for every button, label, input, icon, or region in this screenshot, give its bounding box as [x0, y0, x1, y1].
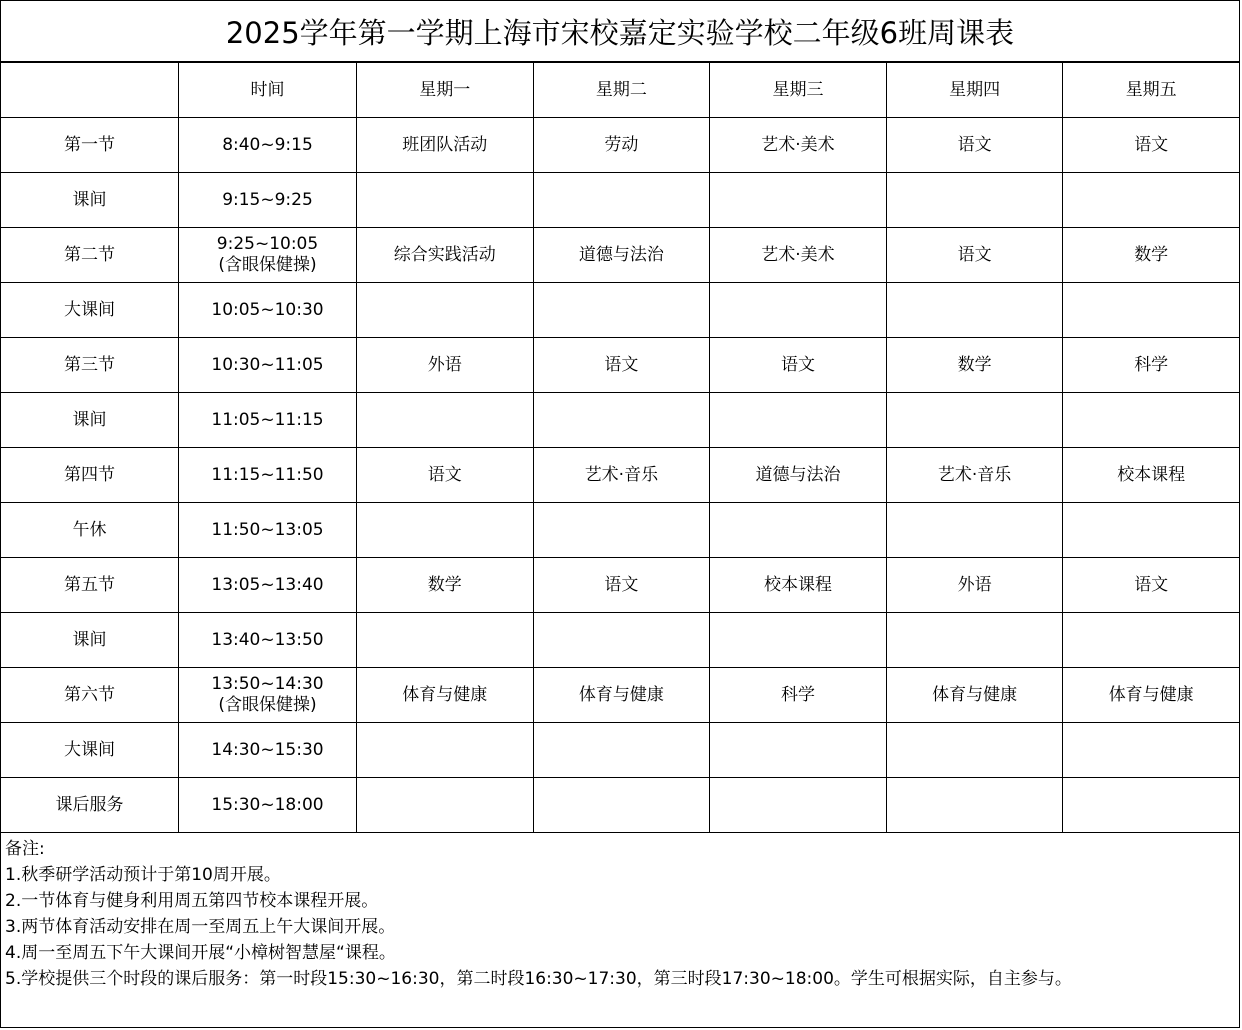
subject-cell: [357, 723, 534, 778]
period-cell: 课间: [1, 393, 179, 448]
subject-cell: [533, 723, 710, 778]
time-range: 11:50~13:05: [211, 519, 324, 540]
subject-cell: 综合实践活动: [357, 228, 534, 283]
time-range: 11:05~11:15: [211, 409, 324, 430]
table-row: [1, 778, 1240, 833]
period-cell: 第五节: [1, 558, 179, 613]
subject-cell: 校本课程: [1063, 448, 1240, 503]
subject-cell: 科学: [1063, 338, 1240, 393]
subject-cell: 科学: [710, 668, 887, 723]
time-range: 8:40~9:15: [222, 134, 313, 155]
subject-cell: [1063, 778, 1240, 833]
header-cell-monday: 星期一: [357, 63, 534, 118]
time-note: (含眼保健操): [218, 695, 317, 715]
subject-cell: 外语: [357, 338, 534, 393]
subject-cell: [357, 173, 534, 228]
period-cell: 大课间: [1, 283, 179, 338]
subject-cell: 艺术·美术: [710, 118, 887, 173]
table-row: [1, 558, 1240, 613]
subject-cell: [710, 503, 887, 558]
subject-cell: 劳动: [533, 118, 710, 173]
subject-cell: 艺术·美术: [710, 228, 887, 283]
subject-cell: [886, 503, 1063, 558]
subject-cell: [710, 283, 887, 338]
table-row: [1, 723, 1240, 778]
subject-cell: 数学: [886, 338, 1063, 393]
subject-cell: 道德与法治: [710, 448, 887, 503]
table-row: [1, 668, 1240, 723]
subject-cell: [886, 778, 1063, 833]
subject-cell: [710, 778, 887, 833]
time-range: 14:30~15:30: [211, 739, 324, 760]
subject-cell: 艺术·音乐: [533, 448, 710, 503]
subject-cell: 道德与法治: [533, 228, 710, 283]
note-item: 3.两节体育活动安排在周一至周五上午大课间开展。: [5, 917, 396, 937]
subject-cell: 体育与健康: [886, 668, 1063, 723]
note-item: 2.一节体育与健身利用周五第四节校本课程开展。: [5, 891, 379, 911]
period-cell: 第二节: [1, 228, 179, 283]
header-cell-friday: 星期五: [1063, 63, 1240, 118]
subject-cell: [533, 173, 710, 228]
time-cell: [179, 118, 357, 173]
subject-cell: [357, 778, 534, 833]
time-range: 10:05~10:30: [211, 299, 324, 320]
period-cell: 课间: [1, 613, 179, 668]
subject-cell: 语文: [1063, 558, 1240, 613]
time-cell: [179, 338, 357, 393]
subject-cell: 体育与健康: [1063, 668, 1240, 723]
subject-cell: [710, 613, 887, 668]
subject-cell: [1063, 283, 1240, 338]
time-cell: [179, 448, 357, 503]
period-cell: 第六节: [1, 668, 179, 723]
subject-cell: [533, 778, 710, 833]
time-range: 13:05~13:40: [211, 574, 324, 595]
table-row: [1, 448, 1240, 503]
subject-cell: 外语: [886, 558, 1063, 613]
subject-cell: [357, 393, 534, 448]
header-cell-tuesday: 星期二: [533, 63, 710, 118]
subject-cell: [533, 613, 710, 668]
period-cell: 大课间: [1, 723, 179, 778]
subject-cell: 数学: [1063, 228, 1240, 283]
period-cell: 午休: [1, 503, 179, 558]
header-cell-blank: [1, 63, 179, 118]
subject-cell: 语文: [886, 228, 1063, 283]
table-row: [1, 613, 1240, 668]
notes-section: [1, 832, 1239, 1027]
time-note: (含眼保健操): [218, 255, 317, 275]
table-row: [1, 173, 1240, 228]
time-cell: [179, 778, 357, 833]
subject-cell: 艺术·音乐: [886, 448, 1063, 503]
time-cell: [179, 613, 357, 668]
time-range: 11:15~11:50: [211, 464, 324, 485]
subject-cell: 语文: [1063, 118, 1240, 173]
timetable: [0, 62, 1240, 833]
header-cell-wednesday: 星期三: [710, 63, 887, 118]
period-cell: 课间: [1, 173, 179, 228]
header-cell-thursday: 星期四: [886, 63, 1063, 118]
notes-heading: 备注:: [5, 839, 45, 859]
subject-cell: 体育与健康: [357, 668, 534, 723]
subject-cell: 体育与健康: [533, 668, 710, 723]
subject-cell: 语文: [710, 338, 887, 393]
subject-cell: [886, 393, 1063, 448]
note-item: 4.周一至周五下午大课间开展“小樟树智慧屋“课程。: [5, 943, 396, 963]
subject-cell: [357, 613, 534, 668]
time-cell: [179, 503, 357, 558]
subject-cell: [533, 503, 710, 558]
subject-cell: [533, 283, 710, 338]
header-row: [1, 63, 1240, 118]
subject-cell: 班团队活动: [357, 118, 534, 173]
subject-cell: [886, 173, 1063, 228]
time-cell: [179, 558, 357, 613]
page-title: 2025学年第一学期上海市宋校嘉定实验学校二年级6班周课表: [1, 1, 1239, 62]
subject-cell: [533, 393, 710, 448]
time-cell: [179, 723, 357, 778]
subject-cell: [357, 283, 534, 338]
subject-cell: [886, 723, 1063, 778]
table-row: [1, 228, 1240, 283]
period-cell: 第一节: [1, 118, 179, 173]
subject-cell: [1063, 503, 1240, 558]
table-row: [1, 118, 1240, 173]
subject-cell: [710, 393, 887, 448]
subject-cell: [886, 613, 1063, 668]
subject-cell: 语文: [886, 118, 1063, 173]
subject-cell: [1063, 393, 1240, 448]
subject-cell: 校本课程: [710, 558, 887, 613]
time-range: 13:40~13:50: [211, 629, 324, 650]
period-cell: 第三节: [1, 338, 179, 393]
timetable-body: [1, 118, 1240, 833]
time-cell: [179, 668, 357, 723]
note-item: 5.学校提供三个时段的课后服务：第一时段15:30~16:30，第二时段16:30~17:30，第三时段17:30~18:00。学生可根据实际，自主参与。: [5, 969, 1072, 989]
time-cell: [179, 393, 357, 448]
table-row: [1, 393, 1240, 448]
subject-cell: [710, 723, 887, 778]
period-cell: 第四节: [1, 448, 179, 503]
period-cell: 课后服务: [1, 778, 179, 833]
table-row: [1, 503, 1240, 558]
note-item: 1.秋季研学活动预计于第10周开展。: [5, 865, 281, 885]
time-cell: [179, 283, 357, 338]
time-cell: [179, 173, 357, 228]
subject-cell: [1063, 173, 1240, 228]
subject-cell: 语文: [533, 338, 710, 393]
time-range: 13:50~14:30: [211, 674, 324, 694]
time-range: 15:30~18:00: [211, 794, 324, 815]
subject-cell: [357, 503, 534, 558]
time-range: 9:15~9:25: [222, 189, 313, 210]
time-cell: [179, 228, 357, 283]
time-range: 9:25~10:05: [216, 234, 319, 254]
subject-cell: 语文: [357, 448, 534, 503]
header-cell-time: 时间: [179, 63, 357, 118]
table-row: [1, 283, 1240, 338]
time-range: 10:30~11:05: [211, 354, 324, 375]
table-row: [1, 338, 1240, 393]
subject-cell: 语文: [533, 558, 710, 613]
subject-cell: [886, 283, 1063, 338]
subject-cell: [1063, 723, 1240, 778]
subject-cell: [1063, 613, 1240, 668]
subject-cell: [710, 173, 887, 228]
subject-cell: 数学: [357, 558, 534, 613]
